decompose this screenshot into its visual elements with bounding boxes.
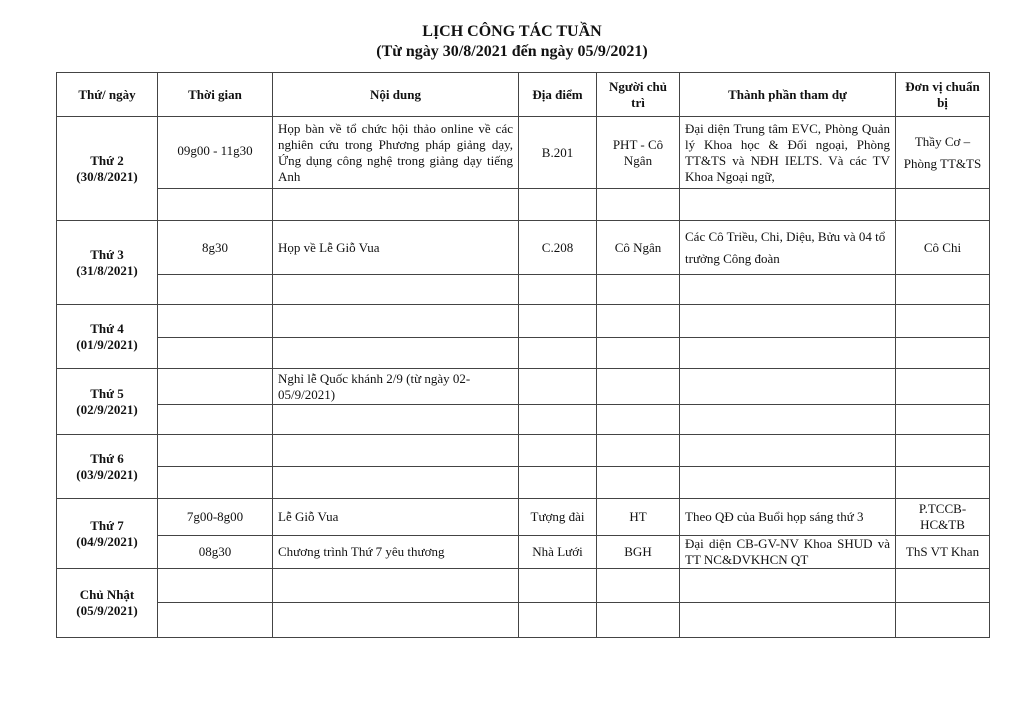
table-row xyxy=(57,536,990,569)
day-cell: Chủ Nhật (05/9/2021) xyxy=(57,569,158,638)
table-row xyxy=(57,435,990,467)
subtitle: (Từ ngày 30/8/2021 đến ngày 05/9/2021) xyxy=(376,43,648,60)
content-cell: Nghỉ lễ Quốc khánh 2/9 (từ ngày 02-05/9/2021) xyxy=(273,369,519,405)
table-row xyxy=(57,569,990,603)
table-row xyxy=(57,189,990,221)
time-cell: 7g00-8g00 xyxy=(158,499,273,536)
day-cell: Thứ 2 (30/8/2021) xyxy=(57,117,158,221)
place-cell: B.201 xyxy=(519,117,597,189)
col-day: Thứ/ ngày xyxy=(57,73,158,117)
schedule-table xyxy=(56,72,990,638)
table-row xyxy=(57,603,990,638)
place-cell: Tượng đài xyxy=(519,499,597,536)
attendees-cell: Các Cô Triều, Chi, Diệu, Bửu và 04 tổ trưởng Công đoàn xyxy=(680,221,896,275)
day-cell: Thứ 5 (02/9/2021) xyxy=(57,369,158,435)
host-cell: Cô Ngân xyxy=(597,221,680,275)
table-row xyxy=(57,369,990,405)
col-host: Người chủ trì xyxy=(597,73,680,117)
table-row xyxy=(57,338,990,369)
attendees-cell: Đại diện CB-GV-NV Khoa SHUD và TT NC&DVKHCN QT xyxy=(680,536,896,569)
table-row xyxy=(57,275,990,305)
table-row xyxy=(57,305,990,338)
table-row xyxy=(57,117,990,189)
table-row xyxy=(57,221,990,275)
col-time: Thời gian xyxy=(158,73,273,117)
col-prep: Đơn vị chuẩn bị xyxy=(896,73,990,117)
day-cell: Thứ 4 (01/9/2021) xyxy=(57,305,158,369)
title: LỊCH CÔNG TÁC TUẦN xyxy=(422,23,602,40)
host-cell: BGH xyxy=(597,536,680,569)
col-place: Địa điểm xyxy=(519,73,597,117)
time-cell: 09g00 - 11g30 xyxy=(158,117,273,189)
attendees-cell: Theo QĐ của Buổi họp sáng thứ 3 xyxy=(680,499,896,536)
day-cell: Thứ 7 (04/9/2021) xyxy=(57,499,158,569)
content-cell: Lễ Giỗ Vua xyxy=(273,499,519,536)
prep-cell: P.TCCB-HC&TB xyxy=(896,499,990,536)
place-cell: C.208 xyxy=(519,221,597,275)
prep-cell: Thầy Cơ – Phòng TT&TS xyxy=(896,117,990,189)
place-cell: Nhà Lưới xyxy=(519,536,597,569)
prep-cell: Cô Chi xyxy=(896,221,990,275)
header-row xyxy=(57,73,990,117)
day-cell: Thứ 3 (31/8/2021) xyxy=(57,221,158,305)
prep-cell: ThS VT Khan xyxy=(896,536,990,569)
host-cell: HT xyxy=(597,499,680,536)
table-row xyxy=(57,499,990,536)
content-cell: Họp về Lễ Giỗ Vua xyxy=(273,221,519,275)
time-cell: 8g30 xyxy=(158,221,273,275)
table-row xyxy=(57,405,990,435)
col-content: Nội dung xyxy=(273,73,519,117)
attendees-cell: Đại diện Trung tâm EVC, Phòng Quản lý Khoa học & Đối ngoại, Phòng TT&TS và NĐH IELTS. Và các TV Khoa Ngoại ngữ, xyxy=(680,117,896,189)
day-cell: Thứ 6 (03/9/2021) xyxy=(57,435,158,499)
content-cell: Họp bàn về tổ chức hội thảo online về các nghiên cứu trong Phương pháp giảng dạy, Ứng dụng công nghệ trong giảng dạy tiếng Anh xyxy=(273,117,519,189)
time-cell: 08g30 xyxy=(158,536,273,569)
document-title xyxy=(0,22,1024,62)
content-cell: Chương trình Thứ 7 yêu thương xyxy=(273,536,519,569)
table-row xyxy=(57,467,990,499)
col-attendees: Thành phần tham dự xyxy=(680,73,896,117)
host-cell: PHT - Cô Ngân xyxy=(597,117,680,189)
